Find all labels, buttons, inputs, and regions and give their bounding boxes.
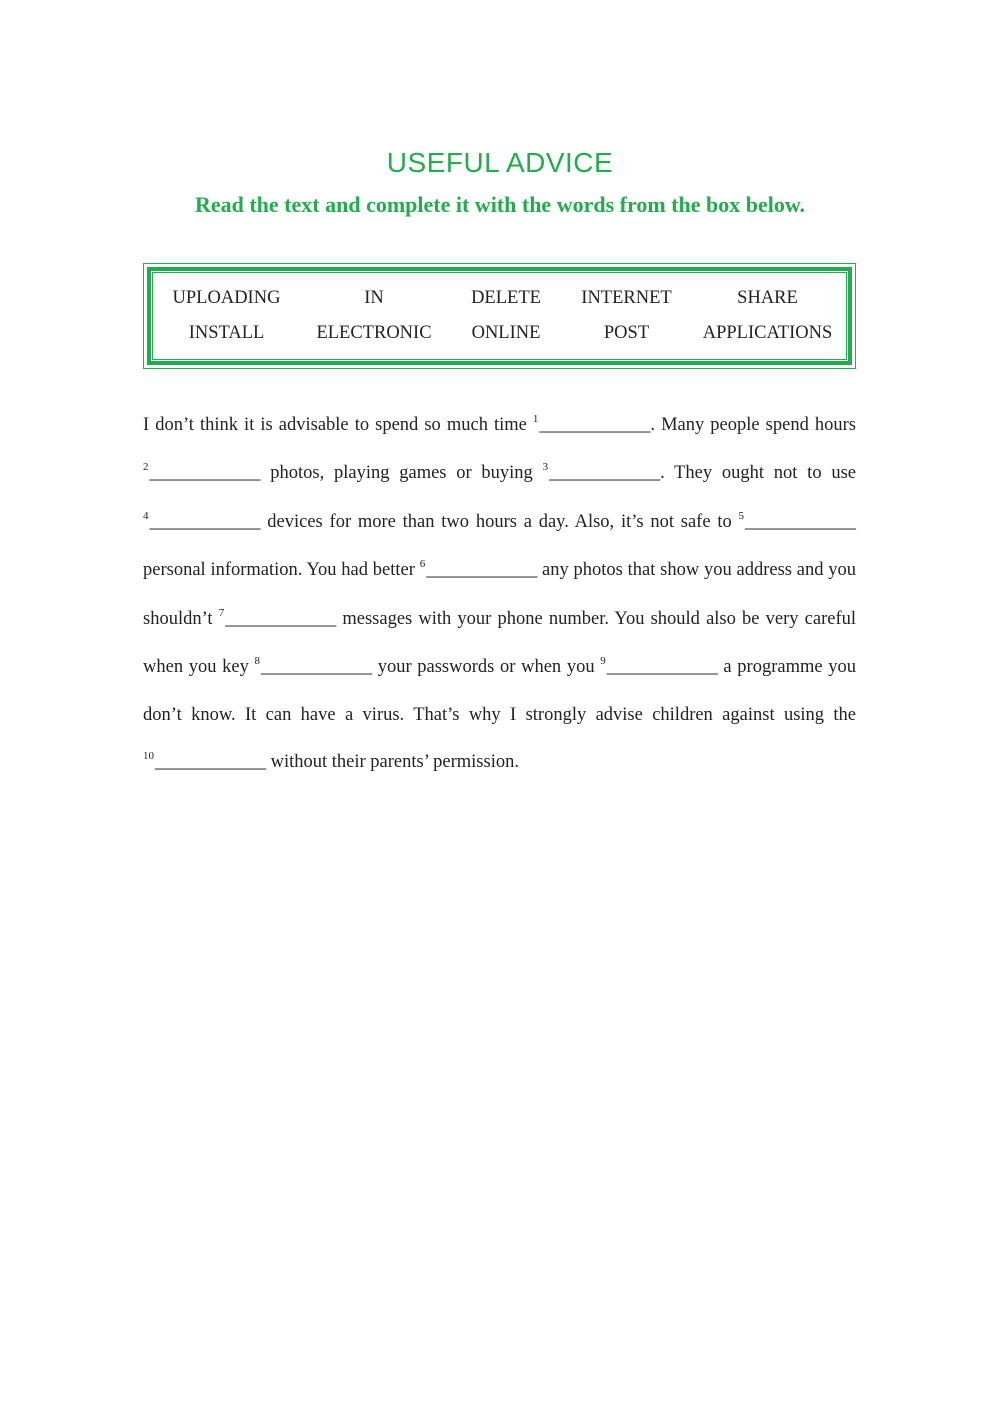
passage-text: personal information. You had better bbox=[143, 560, 420, 581]
word-box-border bbox=[147, 267, 852, 365]
word-item: ELECTRONIC bbox=[316, 323, 432, 343]
passage-text: a programme you don’t know. It can have a virus. That’s why I strongly advise children against using the bbox=[143, 657, 856, 726]
gap-number: 8 bbox=[254, 655, 261, 668]
gap-number: 3 bbox=[542, 461, 549, 474]
word-item: UPLOADING bbox=[172, 288, 281, 308]
gap-10 bbox=[143, 749, 266, 772]
blank: ____________ bbox=[539, 415, 651, 435]
gap-7 bbox=[218, 606, 337, 629]
word-grid bbox=[153, 273, 846, 359]
page-title: USEFUL ADVICE bbox=[386, 146, 614, 178]
passage-text: I don’t think it is advisable to spend so much time bbox=[143, 415, 533, 435]
gap-number: 10 bbox=[143, 749, 154, 762]
blank: ____________ bbox=[745, 511, 856, 532]
passage-text: your passwords or when you bbox=[372, 657, 601, 678]
gap-6 bbox=[420, 560, 538, 580]
instruction: Read the text and complete it with the words from the box below. bbox=[194, 192, 806, 217]
blank: ____________ bbox=[261, 657, 373, 678]
blank: ____________ bbox=[149, 511, 261, 532]
gap-number: 6 bbox=[419, 558, 426, 571]
word-box bbox=[143, 263, 856, 369]
word-item: SHARE bbox=[737, 288, 798, 308]
gap-9 bbox=[600, 657, 718, 677]
word-item: INTERNET bbox=[581, 288, 672, 308]
blank: ____________ bbox=[225, 608, 337, 629]
passage-text: messages with your phone number. You should also be very careful when you key bbox=[143, 608, 857, 678]
gap-3 bbox=[543, 463, 661, 483]
passage-text: . They ought not to use bbox=[660, 463, 856, 484]
gap-number: 4 bbox=[143, 509, 149, 522]
gap-2 bbox=[143, 463, 261, 483]
gap-5 bbox=[738, 509, 857, 532]
gap-number: 7 bbox=[218, 606, 225, 619]
word-item: APPLICATIONS bbox=[702, 323, 833, 343]
passage-text: any photos that show you address and you shouldn’t bbox=[143, 560, 856, 629]
gap-number: 9 bbox=[600, 655, 606, 668]
gap-number: 5 bbox=[738, 509, 744, 522]
gap-1 bbox=[533, 415, 651, 435]
blank: ____________ bbox=[606, 657, 718, 678]
word-item: IN bbox=[364, 288, 384, 308]
gap-8 bbox=[255, 657, 373, 677]
word-box-frame bbox=[152, 272, 847, 360]
word-item: POST bbox=[603, 323, 650, 343]
gap-4 bbox=[143, 509, 261, 532]
passage bbox=[143, 402, 856, 787]
passage-text: without their parents’ permission. bbox=[266, 751, 519, 772]
passage-text: . Many people spend hours bbox=[650, 415, 856, 435]
word-item: INSTALL bbox=[188, 323, 265, 343]
blank: ____________ bbox=[426, 560, 538, 581]
blank: ____________ bbox=[149, 463, 261, 484]
passage-text: devices for more than two hours a day. Also, it’s not safe to bbox=[260, 511, 739, 532]
blank: ____________ bbox=[155, 751, 266, 772]
word-item: DELETE bbox=[471, 288, 541, 308]
blank: ____________ bbox=[549, 463, 661, 484]
word-item: ONLINE bbox=[471, 323, 541, 343]
passage-text: photos, playing games or buying bbox=[260, 463, 543, 484]
gap-number: 2 bbox=[143, 461, 149, 474]
gap-number: 1 bbox=[532, 413, 539, 425]
